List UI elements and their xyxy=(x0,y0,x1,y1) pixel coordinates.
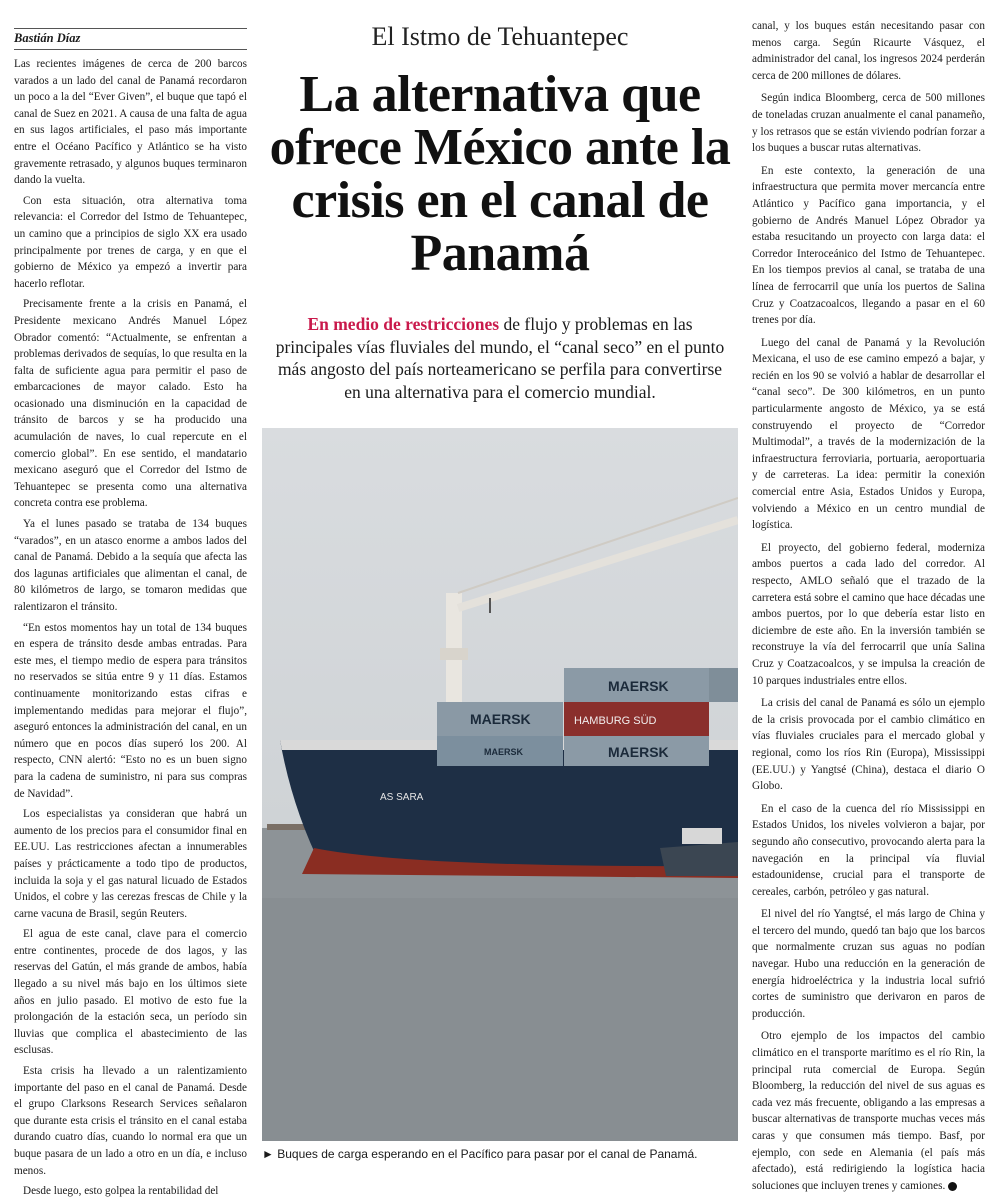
right-paragraph: El proyecto, del gobierno federal, moderniza ambos puertos a cada lado del corredor. Al respecto, AMLO señaló que el trazado de la carretera está sobre el camino que hace décadas une ambos puertos, por lo que debería estar listo en diciembre de este año. En la inversión también se reconstruye la vía del ferrocarril que unía Salina Cruz y Coatzacoalcos, y se impulsa la creación de 10 parques industriales entre ellos. xyxy=(752,541,985,687)
right-paragraph: En el caso de la cuenca del río Mississippi en Estados Unidos, los niveles volvieron a bajar, por segundo año consecutivo, provocando alerta para la navegación en la principal vía fluvial estadounidense, crucial para el transporte de cereales, carbón, petróleo y gas natural. xyxy=(752,802,985,898)
right-column xyxy=(752,18,985,1200)
left-paragraph: Con esta situación, otra alternativa toma relevancia: el Corredor del Istmo de Tehuantepec, un camino que a principios de siglo XX era usado principalmente por trenes de carga, y en que el gobierno de México ya empezó a invertir para hacerlo reflotar. xyxy=(14,194,247,290)
container xyxy=(709,668,738,702)
byline: Bastián Díaz xyxy=(14,28,247,50)
photo-caption: ► Buques de carga esperando en el Pacífico para pasar por el canal de Panamá. xyxy=(262,1147,698,1161)
crane-cable xyxy=(458,498,738,593)
right-paragraph: El nivel del río Yangtsé, el más largo de China y el tercero del mundo, quedó tan bajo que los barcos que normalmente cruzan sus aguas no podían navegar. Hubo una reducción en la generación de energía hidroeléctrica y la industria local sufrió cortes de suministro que derivaron en paros de producción. xyxy=(752,908,985,1020)
ship-photo xyxy=(262,428,738,1141)
right-paragraph: La crisis del canal de Panamá es sólo un ejemplo de la crisis provocada por el cambio climático en vías fluviales cruciales para el mercado global y regional, como los ríos Rin (Europa), Mississippi (EE.UU.) y Yangtsé (China), destaca el diario O Globo. xyxy=(752,697,985,793)
deck-lead: En medio de restricciones xyxy=(307,314,500,334)
distant-ship xyxy=(267,824,307,830)
right-paragraph: canal, y los buques están necesitando pasar con menos carga. Según Ricaurte Vásquez, el administrador del canal, los ingresos 2024 perderán cerca de 200 millones de dólares. xyxy=(752,20,985,82)
container-label: MAERSK xyxy=(470,711,531,727)
ship-illustration xyxy=(262,428,738,1141)
right-paragraph: En este contexto, la generación de una infraestructura que permita mover mercancía entre Atlántico y Pacífico gana importancia, y el gobierno de Andrés Manuel López Obrador ya estaba resucitando un proyecto con larga data: el Corredor Interoceánico del Istmo de Tehuantepec. En los tiempos previos al canal, se trataba de una línea de ferrocarril que unía los puertos de Salina Cruz y Coatzacoalcos, llegando a pasar en el 60 trenes por día. xyxy=(752,164,985,327)
sea-shade xyxy=(262,898,738,1141)
end-mark-icon xyxy=(948,1182,957,1191)
left-paragraph: Ya el lunes pasado se trataba de 134 buques “varados”, en un atasco enorme a ambos lados del canal de Panamá. Debido a la sequía que afecta las dos lagunas artificiales que alimentan el canal, de 80 kilómetros de largo, se tomaron medidas que ralentizaron el tránsito. xyxy=(14,518,247,613)
left-paragraph: El agua de este canal, clave para el comercio entre continentes, procede de dos lagos, y las reservas del Gatún, el más grande de ambos, había llegado a su nivel más bajo en los últimos siete años en julio pasado. El motivo de esto fue la prolongación de la estación seca, un período sin lluvias que complica el abastecimiento de las esclusas. xyxy=(14,928,247,1057)
headline: La alternativa que ofrece México ante la crisis en el canal de Panamá xyxy=(269,66,731,282)
container-label: HAMBURG SÜD xyxy=(574,715,657,727)
right-paragraph-last xyxy=(752,1028,985,1194)
ship-name: AS SARA xyxy=(380,792,424,803)
right-paragraph: Según indica Bloomberg, cerca de 500 millones de toneladas cruzan anualmente el canal panameño, y los retrasos que se están viviendo podrían forzar a los buques a buscar rutas alternativas. xyxy=(752,92,985,155)
deck xyxy=(274,313,726,403)
container-label: MAERSK xyxy=(484,747,524,757)
left-paragraph: Desde luego, esto golpea la rentabilidad del xyxy=(23,1185,219,1198)
left-paragraph: Las recientes imágenes de cerca de 200 barcos varados a un lado del canal de Panamá recordaron un poco a la del “Ever Given”, el buque que tapó el canal de Suez en 2021. A causa de una falta de agua en sus lagos artificiales, el paso más importante entre el Océano Pacífico y Atlántico se ha visto gravemente retrasado, y algunos buques terminaron dando la vuelta. xyxy=(14,58,247,187)
container-label: MAERSK xyxy=(608,744,669,760)
container-label: MAERSK xyxy=(608,678,669,694)
left-paragraph: Esta crisis ha llevado a un ralentizamiento importante del paso en el canal de Panamá. Desde el grupo Clarksons Research Services señalaron que durante esta crisis el tránsito en el canal estaba durando cuatro días, cuando lo normal era que un buque pasara de un lado a otro en un día, e incluso menos. xyxy=(14,1065,247,1177)
tug-cabin xyxy=(682,828,722,844)
deck-text: de flujo y problemas en las principales vías fluviales del mundo, el “canal seco” en el punto más angosto del país norteamericano se perfila para convertirse en una alternativa para el comercio mundial. xyxy=(275,314,725,402)
right-paragraph: Luego del canal de Panamá y la Revolución Mexicana, el uso de ese camino empezó a bajar, y recién en los 90 se volvió a hablar de desarrollar el “canal seco”. De 300 kilómetros, en un punto particularmente angosto de México, ya se está construyendo el proyecto de “Corredor Multimodal”, a través de la modernización de la infraestructura ferroviaria, portuaria, aeroportuaria y de carreteras. La idea: permitir la conexión comercial entre Asia, Estados Unidos y Europa, volviendo a México en un centro mundial de logística. xyxy=(752,336,985,532)
crane-platform xyxy=(440,648,468,660)
right-paragraph-text: Otro ejemplo de los impactos del cambio climático en el transporte marítimo es el río Rin, la principal ruta comercial de Europa. Según Bloomberg, la reducción del nivel de sus aguas es cada vez más frecuente, obligando a las empresas a buscar alternativas de transporte muchas veces más caras y que consumen más tiempo. Basf, por ejemplo, con sede en Alemania (el país más afectado), está redirigiendo la logística hacia soluciones que incluyen trenes y camiones. xyxy=(752,1030,985,1192)
crane-boom xyxy=(458,520,738,608)
left-column xyxy=(14,28,247,1204)
left-paragraph: Los especialistas ya consideran que habrá un aumento de los precios para el consumidor final en EE.UU. Las restricciones afectan a innumerables países y prácticamente a todo tipo de productos, incluida la soja y el gas natural licuado de Estados Unidos, el cobre y las cerezas frescas de Chile y la carne vacuna de Brasil, según Reuters. xyxy=(14,808,247,920)
left-paragraph: “En estos momentos hay un total de 134 buques en espera de tránsito desde ambas entradas. Para este mes, el tiempo medio de espera para tránsitos no reservados se sitúa entre 9 y 11 días. Estamos continuamente monitorizando estas cifras e implementando medidas para mejorar el flujo”, aseguró entonces la administración del canal, en un número que en pocos días superó los 200. Al respecto, CNN alertó: “Esto no es un buen signo para la cadena de suministro, ni para sus compras de Navidad”. xyxy=(14,621,247,800)
left-paragraph: Precisamente frente a la crisis en Panamá, el Presidente mexicano Andrés Manuel López Obrador comentó: “Actualmente, se enfrentan a problemas derivados de sequías, lo que resulta en la falta de suficiente agua para permitir el paso de embarcaciones de mayor calado. Esto ha ocasionado una disminución en la capacidad de tránsito de barcos y se ha producido una acumulación de naves, lo cual repercute en el comercio global”. En ese sentido, el mandatario mexicano aseguró que el Corredor del Istmo de Tehuantepec se presenta como una alternativa concreta contra ese problema. xyxy=(14,298,247,510)
kicker: El Istmo de Tehuantepec xyxy=(371,22,629,51)
